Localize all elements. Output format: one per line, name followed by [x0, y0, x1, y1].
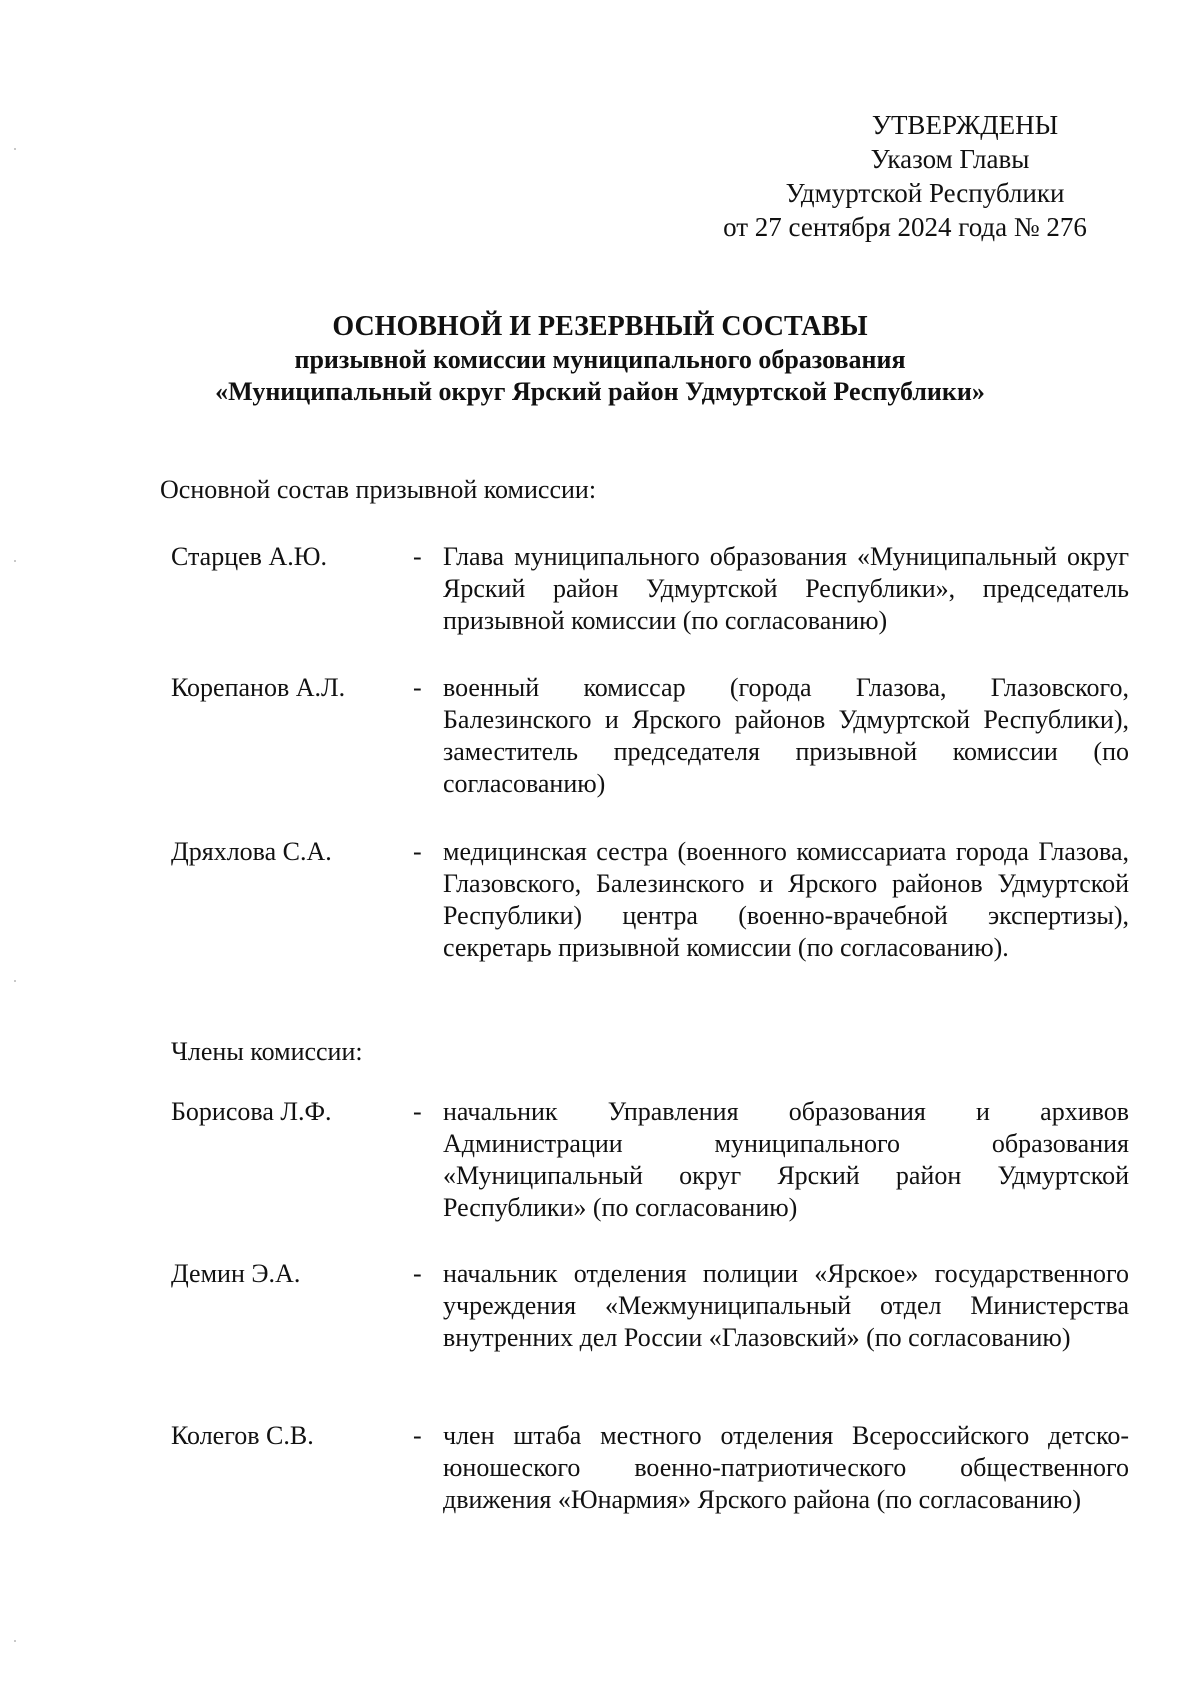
- approval-region: Удмуртской Республики: [785, 178, 1065, 208]
- member-name: Борисова Л.Ф.: [171, 1097, 332, 1126]
- member-name: Корепанов А.Л.: [171, 673, 346, 702]
- dash-separator: -: [413, 673, 422, 702]
- approval-date-number: от 27 сентября 2024 года № 276: [723, 212, 1087, 242]
- scan-edge-mark: [14, 980, 16, 982]
- approval-authority: Указом Главы: [870, 144, 1030, 174]
- member-name: Демин Э.А.: [171, 1259, 301, 1288]
- member-position: Глава муниципального образования «Муниципальный округ Ярский район Удмуртской Республики», председатель призывной комиссии (по согласованию): [443, 542, 1129, 635]
- approval-heading: УТВЕРЖДЕНЫ: [871, 110, 1059, 140]
- document-title: [150, 310, 1050, 408]
- dash-separator: -: [413, 1097, 422, 1126]
- title-line-3: «Муниципальный округ Ярский район Удмуртской Республики»: [215, 377, 985, 406]
- member-position: начальник отделения полиции «Ярское» государственного учреждения «Межмуниципальный отдел Министерства внутренних дел России «Глазовский» (по согласованию): [443, 1259, 1129, 1352]
- member-name: Старцев А.Ю.: [171, 542, 327, 571]
- member-name: Дряхлова С.А.: [171, 837, 332, 866]
- member-position: начальник Управления образования и архивов Администрации муниципального образования «Муниципальный округ Ярский район Удмуртской Республики» (по согласованию): [443, 1097, 1129, 1222]
- main-composition-label: Основной состав призывной комиссии:: [160, 475, 597, 504]
- member-name: Колегов С.В.: [171, 1421, 314, 1450]
- title-line-1: ОСНОВНОЙ И РЕЗЕРВНЫЙ СОСТАВЫ: [332, 311, 868, 342]
- dash-separator: -: [413, 542, 422, 571]
- dash-separator: -: [413, 1421, 422, 1450]
- member-position: военный комиссар (города Глазова, Глазовского, Балезинского и Ярского районов Удмуртской Республики), заместитель председателя призывной комиссии (по согласованию): [443, 673, 1129, 798]
- scan-edge-mark: [14, 560, 16, 562]
- scan-edge-mark: [14, 148, 16, 150]
- members-label: Члены комиссии:: [171, 1037, 363, 1066]
- scan-edge-mark: [14, 1640, 16, 1642]
- dash-separator: -: [413, 1259, 422, 1288]
- dash-separator: -: [413, 837, 422, 866]
- member-position: медицинская сестра (военного комиссариата города Глазова, Глазовского, Балезинского и Ярского районов Удмуртской Республики) центра (военно-врачебной экспертизы), секретарь призывной комиссии (по согласованию).: [443, 837, 1129, 962]
- title-line-2: призывной комиссии муниципального образования: [294, 345, 906, 374]
- member-position: член штаба местного отделения Всероссийского детско-юношеского военно-патриотического общественного движения «Юнармия» Ярского района (по согласованию): [443, 1421, 1129, 1514]
- approval-block: [700, 108, 1120, 244]
